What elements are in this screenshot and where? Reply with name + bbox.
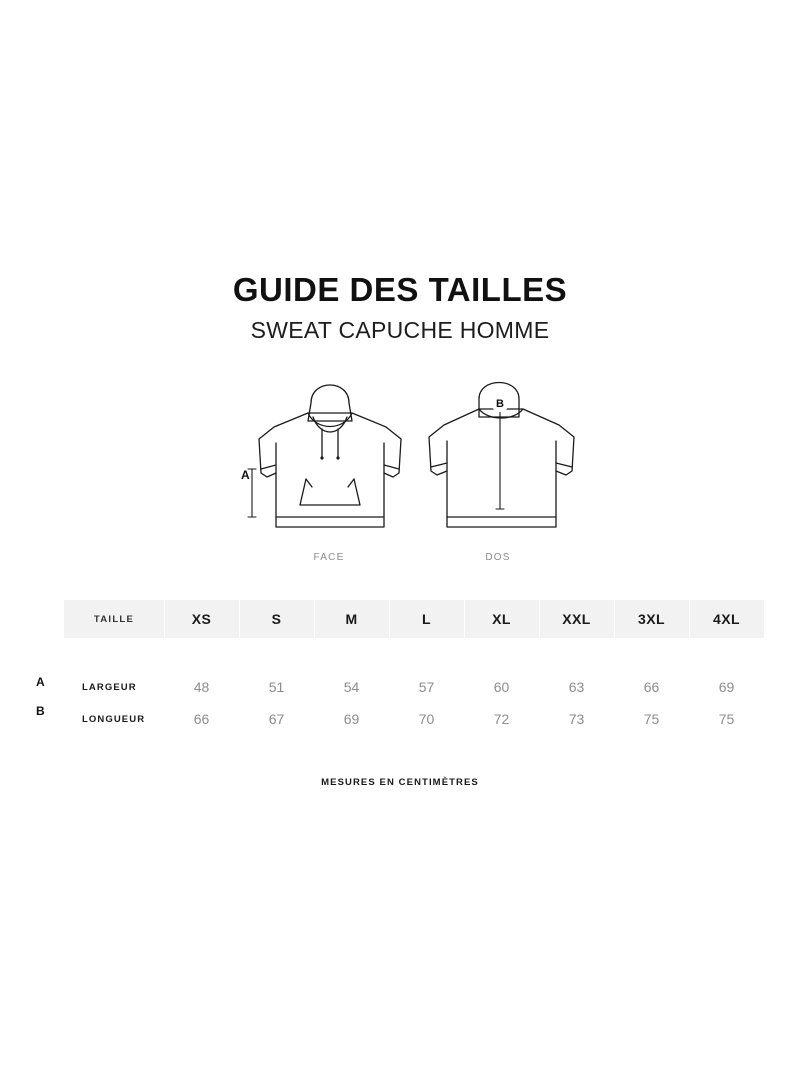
- size-table-wrapper: [64, 600, 764, 735]
- row-label-largeur: LARGEUR: [82, 681, 137, 693]
- table-header-row: [64, 600, 764, 638]
- table-row: [64, 703, 764, 735]
- row-marker-a: A: [36, 675, 45, 689]
- measurement-unit-note: MESURES EN CENTIMÈTRES: [321, 777, 479, 788]
- row-markers: [36, 668, 56, 726]
- cell-largeur-m: 54: [343, 679, 360, 695]
- cell-largeur-4xl: 69: [718, 679, 735, 695]
- view-labels: [0, 552, 800, 572]
- header-cell-size-6: 3XL: [614, 600, 689, 638]
- header-cell-size-0: XS: [164, 600, 239, 638]
- cell-longueur-xs: 66: [193, 711, 210, 727]
- garment-illustration: [0, 365, 800, 565]
- row-label-longueur: LONGUEUR: [82, 713, 146, 725]
- row-marker-b: B: [36, 704, 45, 718]
- header-cell-size-3: L: [389, 600, 464, 638]
- back-view-label: DOS: [485, 552, 511, 563]
- cell-largeur-xl: 60: [493, 679, 510, 695]
- header-cell-size-5: XXL: [539, 600, 614, 638]
- header-cell-size-4: XL: [464, 600, 539, 638]
- header-cell-size-7: 4XL: [689, 600, 764, 638]
- marker-a-label: A: [241, 468, 250, 482]
- cell-largeur-3xl: 66: [643, 679, 660, 695]
- cell-longueur-4xl: 75: [718, 711, 735, 727]
- cell-largeur-s: 51: [268, 679, 285, 695]
- cell-longueur-xl: 72: [493, 711, 510, 727]
- marker-b-label: B: [496, 398, 504, 410]
- header-block: [0, 272, 800, 344]
- size-table: [64, 600, 764, 735]
- front-view-label: FACE: [313, 552, 345, 563]
- page-subtitle: SWEAT CAPUCHE HOMME: [250, 317, 550, 344]
- table-row: [64, 671, 764, 703]
- table-spacer-cell: [64, 638, 764, 671]
- header-cell-size-2: M: [314, 600, 389, 638]
- cell-largeur-l: 57: [418, 679, 435, 695]
- cell-longueur-3xl: 75: [643, 711, 660, 727]
- cell-longueur-m: 69: [343, 711, 360, 727]
- table-spacer-row: [64, 638, 764, 671]
- cell-longueur-xxl: 73: [568, 711, 585, 727]
- cell-longueur-l: 70: [418, 711, 435, 727]
- header-cell-taille: TAILLE: [64, 600, 164, 638]
- header-cell-size-1: S: [239, 600, 314, 638]
- cell-longueur-s: 67: [268, 711, 285, 727]
- cell-largeur-xxl: 63: [568, 679, 585, 695]
- page-title: GUIDE DES TAILLES: [232, 271, 568, 308]
- cell-largeur-xs: 48: [193, 679, 210, 695]
